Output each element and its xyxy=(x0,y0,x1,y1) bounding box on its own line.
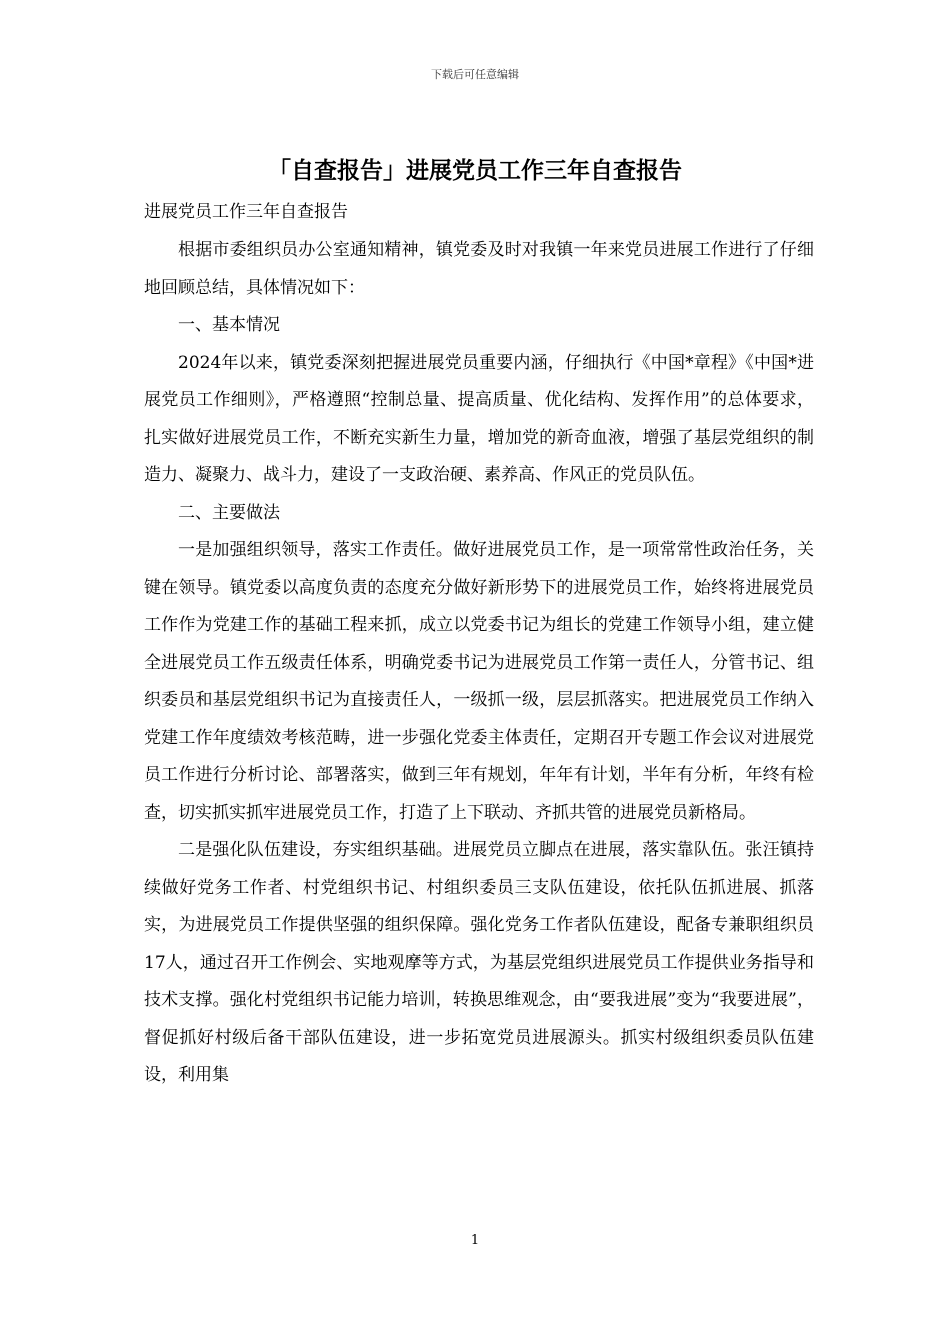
page-title: 「自查报告」进展党员工作三年自查报告 xyxy=(268,158,682,184)
page-number: 1 xyxy=(470,1233,480,1248)
intro-paragraph: 根据市委组织员办公室通知精神，镇党委及时对我镇一年来党员进展工作进行了仔细地回顾总结，具体情况如下： xyxy=(144,240,814,298)
document-body xyxy=(144,198,814,1095)
section-heading-basic-situation: 一、基本情况 xyxy=(178,315,280,335)
practice-one-paragraph: 一是加强组织领导，落实工作责任。做好进展党员工作，是一项常常性政治任务，关键在领导。镇党委以高度负责的态度充分做好新形势下的进展党员工作，始终将进展党员工作作为党建工作的基础工程来抓，成立以党委书记为组长的党建工作领导小组，建立健全进展党员工作五级责任体系，明确党委书记为进展党员工作第一责任人，分管书记、组织委员和基层党组织书记为直接责任人，一级抓一级，层层抓落实。把进展党员工作纳入党建工作年度绩效考核范畴，进一步强化党委主体责任，定期召开专题工作会议对进展党员工作进行分析讨论、部署落实，做到三年有规划，年年有计划，半年有分析，年终有检查，切实抓实抓牢进展党员工作，打造了上下联动、齐抓共管的进展党员新格局。 xyxy=(144,540,814,823)
practice-two-paragraph: 二是强化队伍建设，夯实组织基础。进展党员立脚点在进展，落实靠队伍。张汪镇持续做好党务工作者、村党组织书记、村组织委员三支队伍建设，依托队伍抓进展、抓落实，为进展党员工作提供坚强的组织保障。强化党务工作者队伍建设，配备专兼职组织员17人，通过召开工作例会、实地观摩等方式，为基层党组织进展党员工作提供业务指导和技术支撑。强化村党组织书记能力培训，转换思维观念，由“要我进展”变为“我要进展”，督促抓好村级后备干部队伍建设，进一步拓宽党员进展源头。抓实村级组织委员队伍建设，利用集 xyxy=(144,840,814,1085)
basic-situation-paragraph: 2024年以来，镇党委深刻把握进展党员重要内涵，仔细执行《中国*章程》《中国*进展党员工作细则》，严格遵照“控制总量、提高质量、优化结构、发挥作用”的总体要求，扎实做好进展党员工作，不断充实新生力量，增加党的新奇血液，增强了基层党组织的制造力、凝聚力、战斗力，建设了一支政治硬、素养高、作风正的党员队伍。 xyxy=(144,352,814,485)
section-heading-main-practices: 二、主要做法 xyxy=(178,502,280,523)
header-note: 下载后可任意编辑 xyxy=(431,68,519,81)
document-subtitle: 进展党员工作三年自查报告 xyxy=(144,202,348,222)
